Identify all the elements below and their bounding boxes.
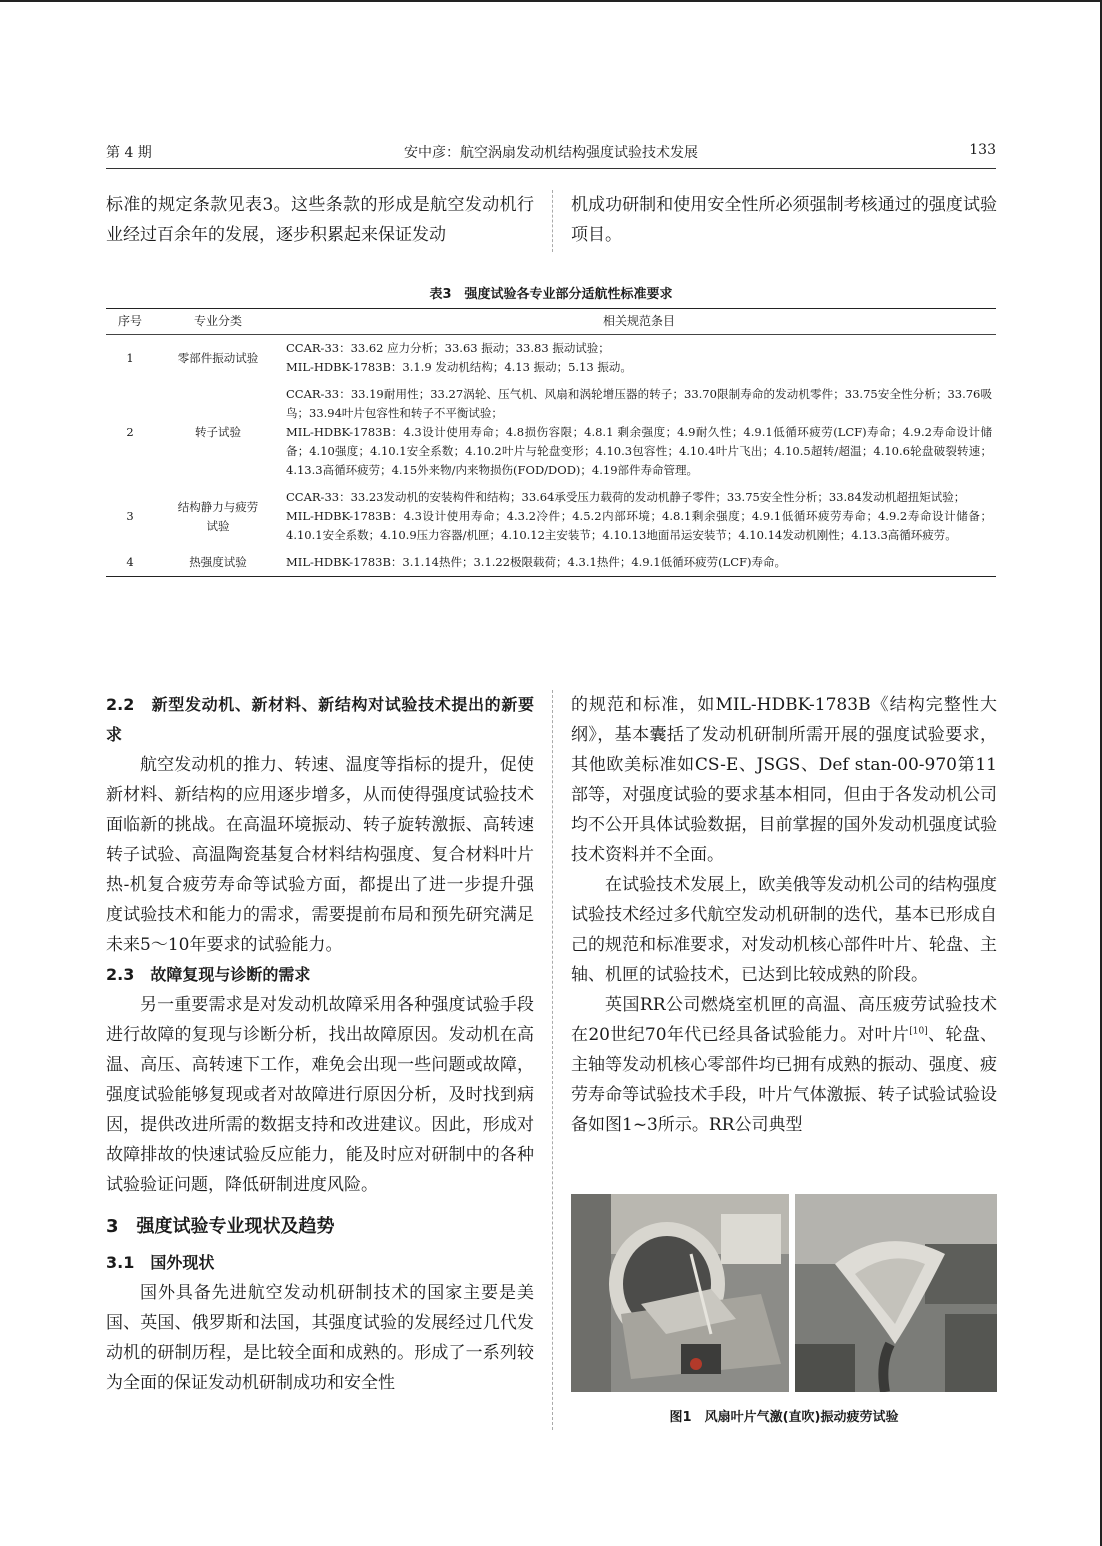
- row-category: 结构静力与疲劳试验: [177, 499, 259, 533]
- fan-blade-photo: [795, 1194, 997, 1392]
- top-left-column: [106, 190, 534, 250]
- citation: [10]: [909, 1026, 928, 1037]
- paragraph: 在试验技术发展上，欧美俄等发动机公司的结构强度试验技术经过多代航空发动机研制的迭代，基本已形成自己的规范和标准要求，对发动机核心部件叶片、轮盘、主轴、机匣的试验技术，已达到比较成熟的阶段。: [571, 875, 997, 985]
- section-2-2-heading: 2.2 新型发动机、新材料、新结构对试验技术提出的新要求: [106, 695, 534, 744]
- figure-1: [571, 1194, 997, 1392]
- column-divider: [552, 190, 553, 252]
- table-row: [106, 549, 996, 577]
- table-row: [106, 381, 996, 484]
- paragraph: [571, 990, 997, 1140]
- standard-line: CCAR-33：33.23发动机的安装构件和结构；33.64承受压力载荷的发动机静子零件；33.75安全性分析；33.84发动机超扭矩试验；: [286, 490, 966, 504]
- page-number: 133: [969, 142, 996, 158]
- row-category: 转子试验: [195, 425, 241, 439]
- table-header-cell: 序号: [106, 309, 154, 335]
- left-column: [106, 690, 534, 1398]
- paragraph: 标准的规定条款见表3。这些条款的形成是航空发动机行业经过百余年的发展，逐步积累起来保证发动: [106, 195, 534, 245]
- row-standards: [282, 484, 996, 549]
- page-border-top: [0, 0, 1102, 2]
- table-header-row: [106, 309, 996, 335]
- row-number: 4: [106, 549, 154, 577]
- row-category: 热强度试验: [154, 549, 282, 577]
- running-header: [106, 142, 996, 168]
- text-run: 英国RR公司燃烧室机匣的高温、高压疲劳试验技术在20世纪70年代已经具备试验能力。对叶片: [571, 995, 997, 1045]
- column-divider: [552, 690, 553, 1430]
- row-number: 2: [126, 425, 134, 439]
- table-header-cell: 专业分类: [154, 309, 282, 335]
- standard-line: CCAR-33：33.19耐用性；33.27涡轮、压气机、风扇和涡轮增压器的转子；33.70限制寿命的发动机零件；33.75安全性分析；33.76吸鸟；33.94叶片包容性和转子不平衡试验；: [286, 387, 992, 420]
- section-3-heading: 3 强度试验专业现状及趋势: [106, 1216, 335, 1237]
- paragraph: 航空发动机的推力、转速、温度等指标的提升，促使新材料、新结构的应用逐步增多，从而使得强度试验技术面临新的挑战。在高温环境振动、转子旋转激振、高转速转子试验、高温陶瓷基复合材料结构强度、复合材料叶片热-机复合疲劳寿命等试验方面，都提出了进一步提升强度试验技术和能力的需求，需要提前布局和预先研究满足未来5～10年要求的试验能力。: [106, 755, 534, 955]
- right-column: [571, 690, 997, 1140]
- paragraph: 的规范和标准，如MIL-HDBK-1783B《结构完整性大纲》，基本囊括了发动机研制所需开展的强度试验要求，其他欧美标准如CS-E、JSGS、Def stan-00-970第11部等，对强度试验的要求基本相同，但由于各发动机公司均不公开具体试验数据，目前掌握的国外发动机强度试验技术资料并不全面。: [571, 695, 997, 865]
- standard-line: MIL-HDBK-1783B：4.3设计使用寿命；4.8损伤容限；4.8.1 剩余强度；4.9耐久性；4.9.1低循环疲劳(LCF)寿命；4.9.2寿命设计储备；4.10强度；4.10.1安全系数；4.10.2叶片与轮盘变形；4.10.3包容性；4.10.4叶片飞出；4.10.5超转/超温；4.10.6轮盘破裂转速；4.13.3高循环疲劳；4.15外来物/内来物损伤(FOD/DOD)；4.19部件寿命管理。: [286, 425, 992, 477]
- text-run: 、轮盘、主轴等发动机核心零部件均已拥有成熟的振动、强度、疲劳寿命等试验技术手段，叶片气体激振、转子试验试验设备如图1~3所示。RR公司典型: [571, 1025, 998, 1135]
- row-number: 1: [126, 350, 134, 365]
- header-rule: [106, 168, 996, 169]
- standard-line: MIL-HDBK-1783B：4.3设计使用寿命；4.3.2冷件；4.5.2内部环境；4.8.1剩余强度；4.9.1低循环疲劳寿命；4.9.2寿命设计储备；4.10.1安全系数；4.10.9压力容器/机匣；4.10.12主安装节；4.10.13地面吊运安装节；4.10.14发动机刚性；4.13.3高循环疲劳。: [286, 509, 992, 542]
- standard-line: MIL-HDBK-1783B：3.1.9 发动机结构；4.13 振动；5.13 振动。: [286, 360, 632, 374]
- row-standards: [282, 335, 996, 382]
- standard-line: MIL-HDBK-1783B：3.1.14热件；3.1.22极限载荷；4.3.1热件；4.9.1低循环疲劳(LCF)寿命。: [286, 555, 786, 569]
- table-row: [106, 484, 996, 549]
- issue-number: 第 4 期: [106, 145, 152, 161]
- table-caption: 表3 强度试验各专业部分适航性标准要求: [429, 287, 673, 302]
- paragraph: 国外具备先进航空发动机研制技术的国家主要是美国、英国、俄罗斯和法国，其强度试验的发展经过几代发动机的研制历程，是比较全面和成熟的。形成了一系列较为全面的保证发动机研制成功和安全性: [106, 1283, 534, 1393]
- section-3-1-heading: 3.1 国外现状: [106, 1253, 215, 1272]
- figure-1-caption: 图1 风扇叶片气激(直吹)振动疲劳试验: [669, 1410, 899, 1425]
- table-row: [106, 335, 996, 382]
- standard-line: CCAR-33：33.62 应力分析；33.63 振动；33.83 振动试验；: [286, 341, 610, 355]
- paragraph: 另一重要需求是对发动机故障采用各种强度试验手段进行故障的复现与诊断分析，找出故障原因。发动机在高温、高压、高转速下工作，难免会出现一些问题或故障，强度试验能够复现或者对故障进行原因分析，及时找到病因，提供改进所需的数据支持和改进建议。因此，形成对故障排故的快速试验反应能力，能及时应对研制中的各种试验验证问题，降低研制进度风险。: [106, 995, 534, 1195]
- top-right-column: [571, 190, 997, 250]
- row-standards: [282, 381, 996, 484]
- test-rig-photo: [571, 1194, 789, 1392]
- table-3: [106, 308, 996, 577]
- running-title: 安中彦：航空涡扇发动机结构强度试验技术发展: [404, 145, 698, 161]
- row-standards: [282, 549, 996, 577]
- row-category: 零部件振动试验: [177, 350, 259, 365]
- section-2-3-heading: 2.3 故障复现与诊断的需求: [106, 965, 311, 984]
- row-number: 3: [126, 509, 134, 523]
- table-header-cell: 相关规范条目: [282, 309, 996, 335]
- paragraph: 机成功研制和使用安全性所必须强制考核通过的强度试验项目。: [571, 195, 997, 245]
